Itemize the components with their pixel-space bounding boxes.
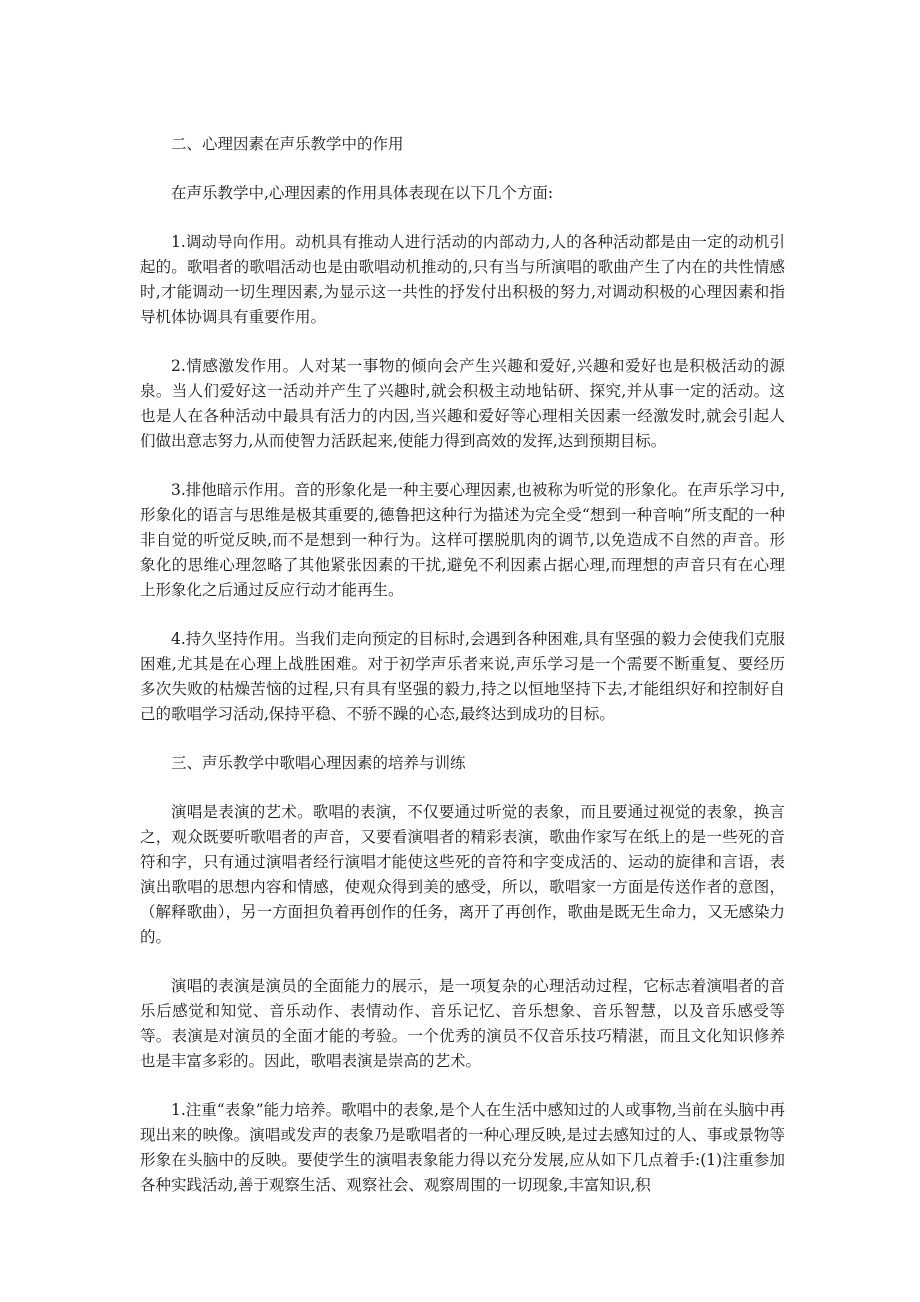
section-heading-3: 三、声乐教学中歌唱心理因素的培养与训练 [171,754,466,772]
list-item-guidance: 1.调动导向作用。动机具有推动人进行活动的内部动力,人的各种活动都是由一定的动机引起的。歌唱者的歌唱活动也是由歌唱动机推动的,只有当与所演唱的歌曲产生了内在的共性情感时,才能调动一切生理因素,为显示这一共性的抒发付出积极的努力,对调动积极的心理因素和指导机体协调具有重要作用。 [140,233,785,326]
intro-paragraph: 在声乐教学中,心理因素的作用具体表现在以下几个方面: [171,184,554,202]
list-item-imagery: 1.注重“表象”能力培养。歌唱中的表象,是个人在生活中感知过的人或事物,当前在头脑中再现出来的映像。演唱或发声的表象乃是歌唱者的一种心理反映,是过去感知过的人、事或景物等形象在头脑中的反映。要使学生的演唱表象能力得以充分发展,应从如下几点着手:(1)注重参加各种实践活动,善于观察生活、观察社会、观察周围的一切现象,丰富知识,积 [140,1101,785,1194]
body-paragraph-ability: 演唱的表演是演员的全面能力的展示，是一项复杂的心理活动过程，它标志着演唱者的音乐后感觉和知觉、音乐动作、表情动作、音乐记忆、音乐想象、音乐智慧，以及音乐感受等等。表演是对演员的全面才能的考验。一个优秀的演员不仅音乐技巧精湛，而且文化知识修养也是丰富多彩的。因此，歌唱表演是崇高的艺术。 [140,977,785,1070]
section-heading-2: 二、心理因素在声乐教学中的作用 [171,135,404,153]
list-item-emotion: 2.情感激发作用。人对某一事物的倾向会产生兴趣和爱好,兴趣和爱好也是积极活动的源泉。当人们爱好这一活动并产生了兴趣时,就会积极主动地钻研、探究,并从事一定的活动。这也是人在各种活动中最具有活力的内因,当兴趣和爱好等心理相关因素一经激发时,就会引起人们做出意志努力,从而使智力活跃起来,使能力得到高效的发挥,达到预期目标。 [140,357,785,450]
list-item-persistence: 4.持久坚持作用。当我们走向预定的目标时,会遇到各种困难,具有坚强的毅力会使我们克服困难,尤其是在心理上战胜困难。对于初学声乐者来说,声乐学习是一个需要不断重复、要经历多次失败的枯燥苦恼的过程,只有具有坚强的毅力,持之以恒地坚持下去,才能组织好和控制好自己的歌唱学习活动,保持平稳、不骄不躁的心态,最终达到成功的目标。 [140,630,785,723]
body-paragraph-performance: 演唱是表演的艺术。歌唱的表演，不仅要通过听觉的表象，而且要通过视觉的表象，换言之，观众既要听歌唱者的声音，又要看演唱者的精彩表演，歌曲作家写在纸上的是一些死的音符和字，只有通过演唱者经行演唱才能使这些死的音符和字变成活的、运动的旋律和言语，表演出歌唱的思想内容和情感，使观众得到美的感受，所以，歌唱家一方面是传送作者的意图，（解释歌曲），另一方面担负着再创作的任务，离开了再创作，歌曲是既无生命力，又无感染力的。 [140,803,785,946]
document-body [140,132,785,1222]
list-item-suggestion: 3.排他暗示作用。音的形象化是一种主要心理因素,也被称为听觉的形象化。在声乐学习中,形象化的语言与思维是极其重要的,德鲁把这种行为描述为完全受“想到一种音响”所支配的一种非自觉的听觉反映,而不是想到一种行为。这样可摆脱肌肉的调节,以免造成不自然的声音。形象化的思维心理忽略了其他紧张因素的干扰,避免不利因素占据心理,而理想的声音只有在心理上形象化之后通过反应行动才能再生。 [140,481,785,599]
